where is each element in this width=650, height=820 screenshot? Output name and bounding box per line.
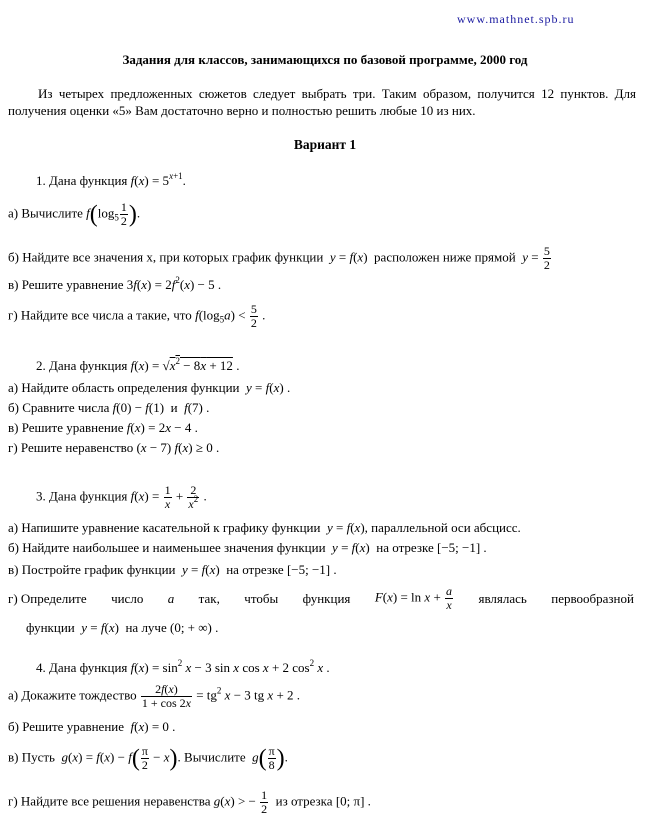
problem-3-head: 3. Дана функция f(x) = $\frac{1}{x}$ + $\frac{2}{x^2}$ . — [36, 483, 207, 511]
problem-3d-word1: г) Определите — [8, 590, 87, 606]
problem-3-head-text: 3. Дана функция — [36, 488, 128, 504]
problem-3d-word4: так, — [198, 590, 220, 606]
problem-1c: в) Решите уравнение $3f(x) = 2f^2(x) - 5$ . — [8, 275, 222, 292]
problem-3d-word5: чтобы — [244, 590, 279, 606]
document-title: Задания для классов, занимающихся по базовой программе, 2000 год — [122, 52, 528, 67]
problem-4-head-text: 4. Дана функция — [36, 660, 128, 675]
problem-3b: б) Найдите наибольшее и наименьшее значения функции y = f(x) на отрезке [−5; −1] . — [8, 540, 487, 555]
problem-3d-word7: являлась — [478, 590, 527, 606]
problem-4c: в) Пусть g(x) = f(x) − f( $\frac{\pi}{2}$ − x). Вычислите g( $\frac{\pi}{8}$ ). — [8, 744, 288, 772]
problem-2d: г) Решите неравенство (x − 7) f(x) ≥ 0 . — [8, 440, 220, 455]
problem-4-head: 4. Дана функция $f(x) = \sin^2 x - 3$ sin x cos x + 2 $\cos^2 x$ . — [36, 658, 330, 675]
problem-1b-text2: расположен ниже прямой — [374, 249, 516, 265]
problem-3d-word10: на луче (0; + ∞) . — [125, 620, 219, 635]
problem-3a: а) Напишите уравнение касательной к графику функции y = f(x), параллельной оси абсцисс. — [8, 520, 521, 535]
problem-3a-text: а) Напишите уравнение касательной к графику функции — [8, 520, 321, 535]
problem-1d: г) Найдите все числа a такие, что $f(\log_5a)$ < $\frac{5}{2}$ . — [8, 302, 266, 330]
problem-1b-text: б) Найдите все значения x, при которых график функции — [8, 249, 324, 265]
problem-4a: а) Докажите тождество $\frac{2f(x)}{1 + \cos 2x}$ = $tg^2$ x − 3 tg x + 2 . — [8, 682, 301, 710]
problem-2c-text: в) Решите уравнение — [8, 420, 124, 435]
problem-2a: а) Найдите область определения функции y = f(x) . — [8, 380, 291, 395]
problem-2c: в) Решите уравнение f(x) = 2x − 4 . — [8, 420, 198, 435]
problem-4c-text: в) Пусть — [8, 749, 55, 765]
problem-2d-text: г) Решите неравенство — [8, 440, 134, 455]
problem-1d-text: г) Найдите все числа a такие, что — [8, 307, 192, 323]
problem-3d-cont: функции y = f(x) на луче (0; + ∞) . — [26, 620, 219, 635]
problem-2b: б) Сравните числа f(0) − f(1) и f(7) . — [8, 400, 210, 415]
variant-heading: Вариант 1 — [293, 137, 357, 152]
problem-1b: б) Найдите все значения x, при которых график функции y = f(x) расположен ниже прямой y = $\frac{5}{2}$ — [8, 244, 550, 272]
intro-paragraph: Из четырех предложенных сюжетов следует выбрать три. Таким образом, получится 12 пунктов. Для получения оценки «5» Вам достаточно верно и полностью решить любые 10 из них. — [8, 86, 636, 118]
problem-3c-text2: на отрезке [−5; −1] . — [226, 562, 337, 577]
problem-1-head-text: 1. Дана функция — [36, 173, 128, 188]
problem-4d-text2: из отрезка [0; π] . — [275, 793, 371, 809]
problem-1a-text: а) Вычислите — [8, 205, 83, 221]
problem-1c-text: в) Решите уравнение — [8, 277, 124, 292]
problem-3a-text2: , параллельной оси абсцисс. — [364, 520, 521, 535]
problem-3d-word6: функция — [302, 590, 351, 606]
problem-3c-text: в) Постройте график функции — [8, 562, 176, 577]
problem-3b-text2: на отрезке [−5; −1] . — [376, 540, 487, 555]
problem-4c-text2: . Вычислите — [177, 749, 246, 765]
site-url[interactable]: www.mathnet.spb.ru — [457, 12, 575, 26]
problem-2a-text: а) Найдите область определения функции — [8, 380, 240, 395]
problem-3d-word3: a — [167, 590, 175, 606]
problem-4b-text: б) Решите уравнение — [8, 719, 125, 734]
problem-3b-text: б) Найдите наибольшее и наименьшее значения функции — [8, 540, 326, 555]
problem-2b-and: и — [170, 400, 178, 415]
problem-4b: б) Решите уравнение f(x) = 0 . — [8, 719, 176, 734]
problem-1-head: 1. Дана функция $f(x) = 5^{x+1}$. — [36, 171, 186, 188]
problem-4a-text: а) Докажите тождество — [8, 687, 137, 703]
problem-2-head-text: 2. Дана функция — [36, 358, 128, 373]
problem-3c: в) Постройте график функции y = f(x) на отрезке [−5; −1] . — [8, 562, 337, 577]
problem-1a: а) Вычислите $f(\log_5$ $\frac{1}{2}$ ). — [8, 200, 141, 228]
problem-4d: г) Найдите все решения неравенства g(x) > − $\frac{1}{2}$ из отрезка [0; π] . — [8, 788, 371, 816]
problem-3d-word2: число — [111, 590, 144, 606]
problem-3d-formula: F(x) = ln x + $\frac{a}{x}$ — [374, 584, 453, 612]
problem-4d-text: г) Найдите все решения неравенства — [8, 793, 211, 809]
problem-2-head: 2. Дана функция $f(x) = √x^2 - 8x + 12$ . — [36, 356, 240, 373]
problem-2b-text: б) Сравните числа — [8, 400, 110, 415]
problem-3d-word9: функции — [26, 620, 75, 635]
problem-3d — [8, 585, 634, 612]
problem-3d-word8: первообразной — [551, 590, 634, 606]
